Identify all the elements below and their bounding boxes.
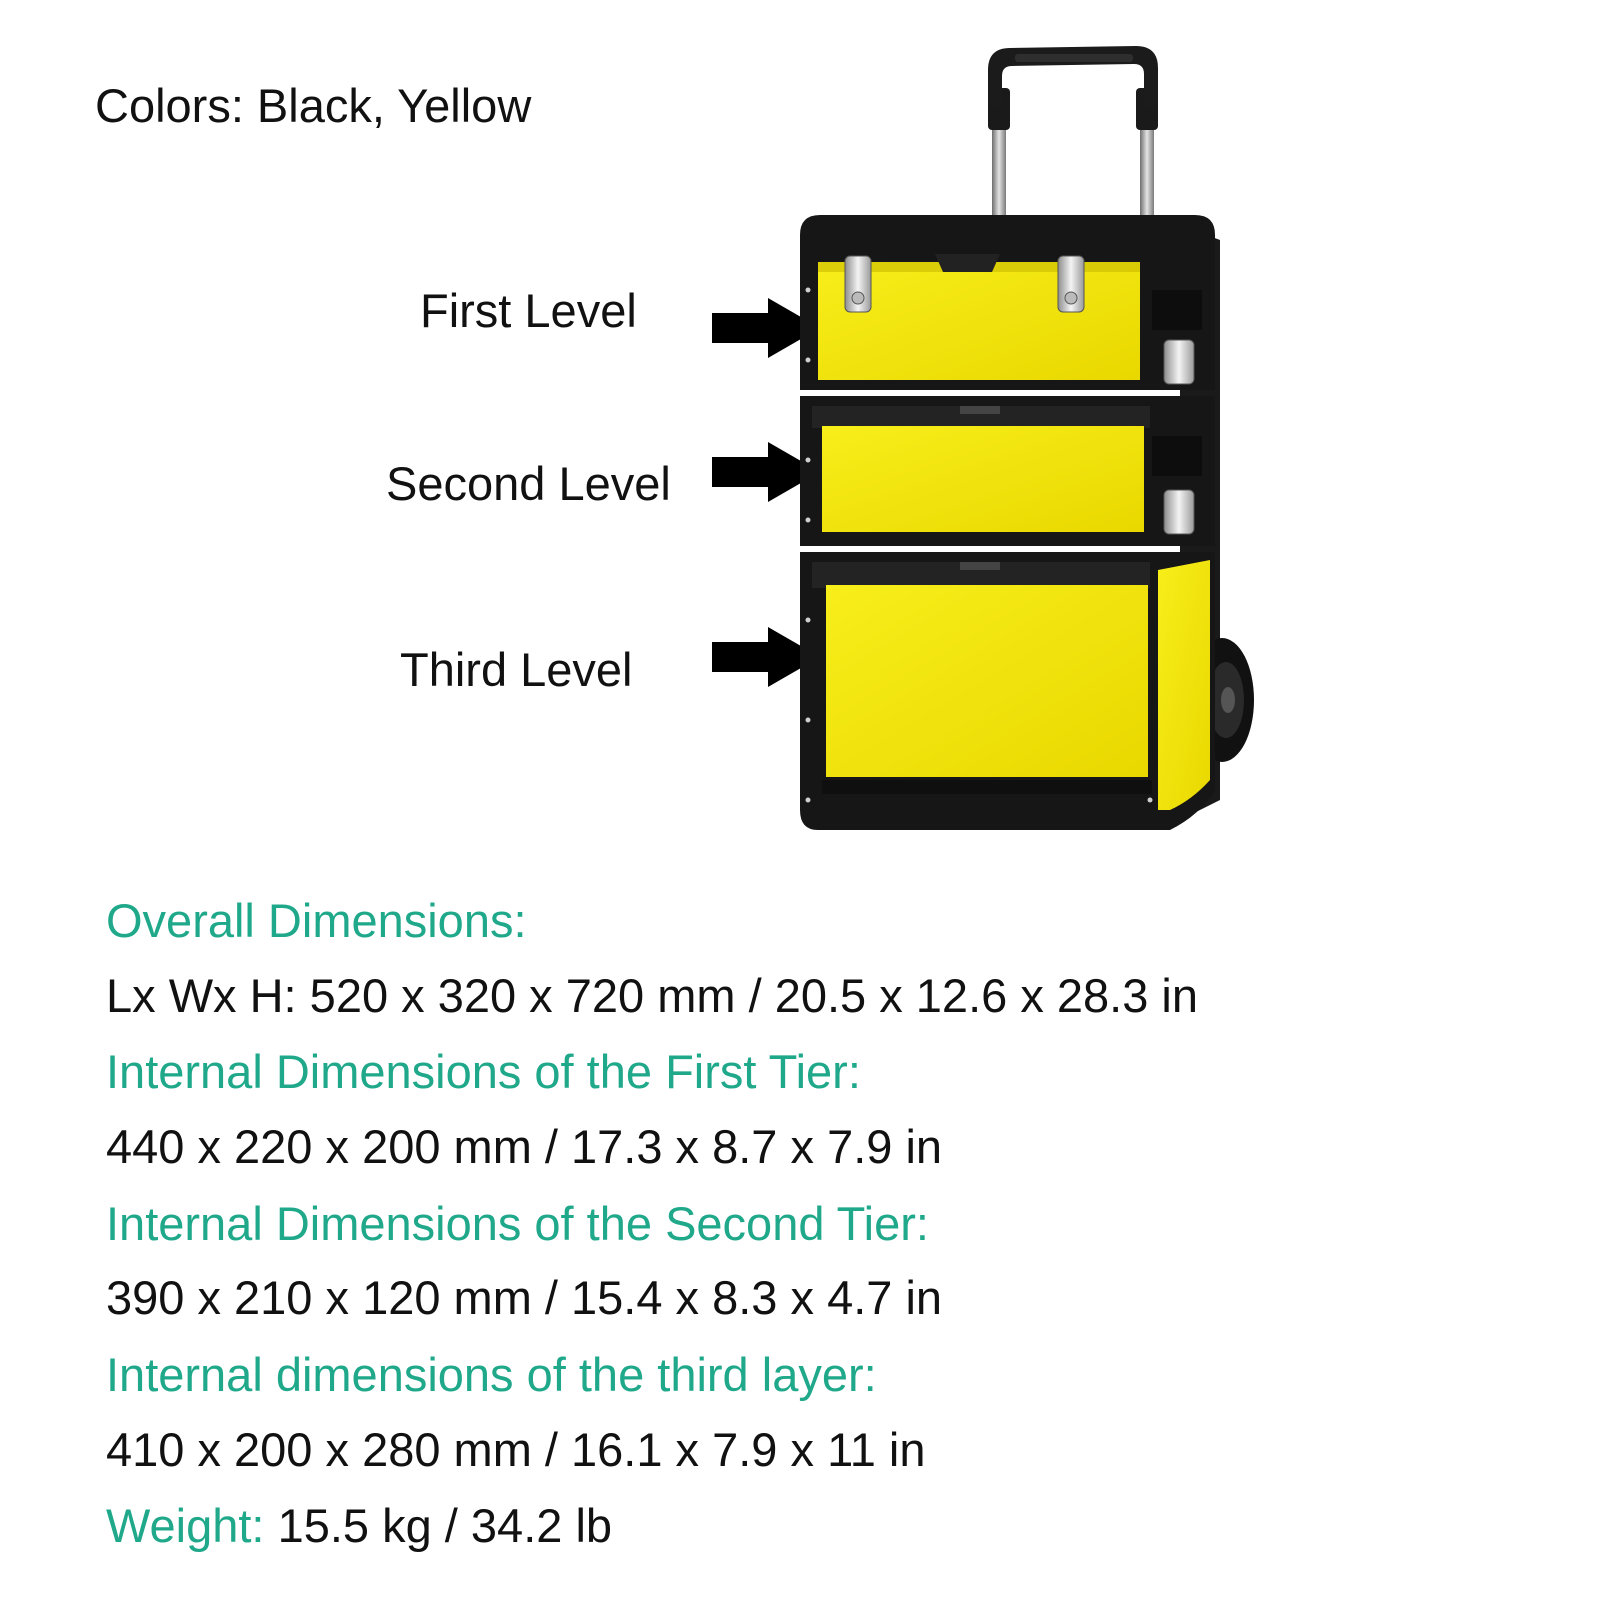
third-layer-value: 410 x 200 x 280 mm / 16.1 x 7.9 x 11 in — [106, 1423, 926, 1476]
second-level-label: Second Level — [386, 457, 671, 510]
first-tier-heading: Internal Dimensions of the First Tier: — [106, 1045, 861, 1098]
second-tier-value: 390 x 210 x 120 mm / 15.4 x 8.3 x 4.7 in — [106, 1271, 943, 1324]
colors-label: Colors: Black, Yellow — [95, 79, 532, 132]
weight-value: 15.5 kg / 34.2 lb — [277, 1499, 613, 1552]
weight-heading: Weight: — [106, 1499, 265, 1552]
third-layer-heading: Internal dimensions of the third layer: — [106, 1348, 877, 1401]
second-tier — [800, 396, 1215, 546]
first-tier-value: 440 x 220 x 200 mm / 17.3 x 8.7 x 7.9 in — [106, 1120, 943, 1173]
overall-dimensions-value: Lx Wx H: 520 x 320 x 720 mm / 20.5 x 12.6 x 28.3 in — [106, 969, 1198, 1022]
weight-line — [106, 1498, 612, 1553]
first-level-label: First Level — [420, 284, 637, 337]
overall-dimensions-heading: Overall Dimensions: — [106, 894, 527, 947]
second-tier-heading: Internal Dimensions of the Second Tier: — [106, 1197, 929, 1250]
toolbox-product-image — [760, 40, 1320, 860]
third-level-label: Third Level — [400, 643, 633, 696]
third-tier — [800, 552, 1215, 830]
first-tier — [800, 215, 1215, 390]
